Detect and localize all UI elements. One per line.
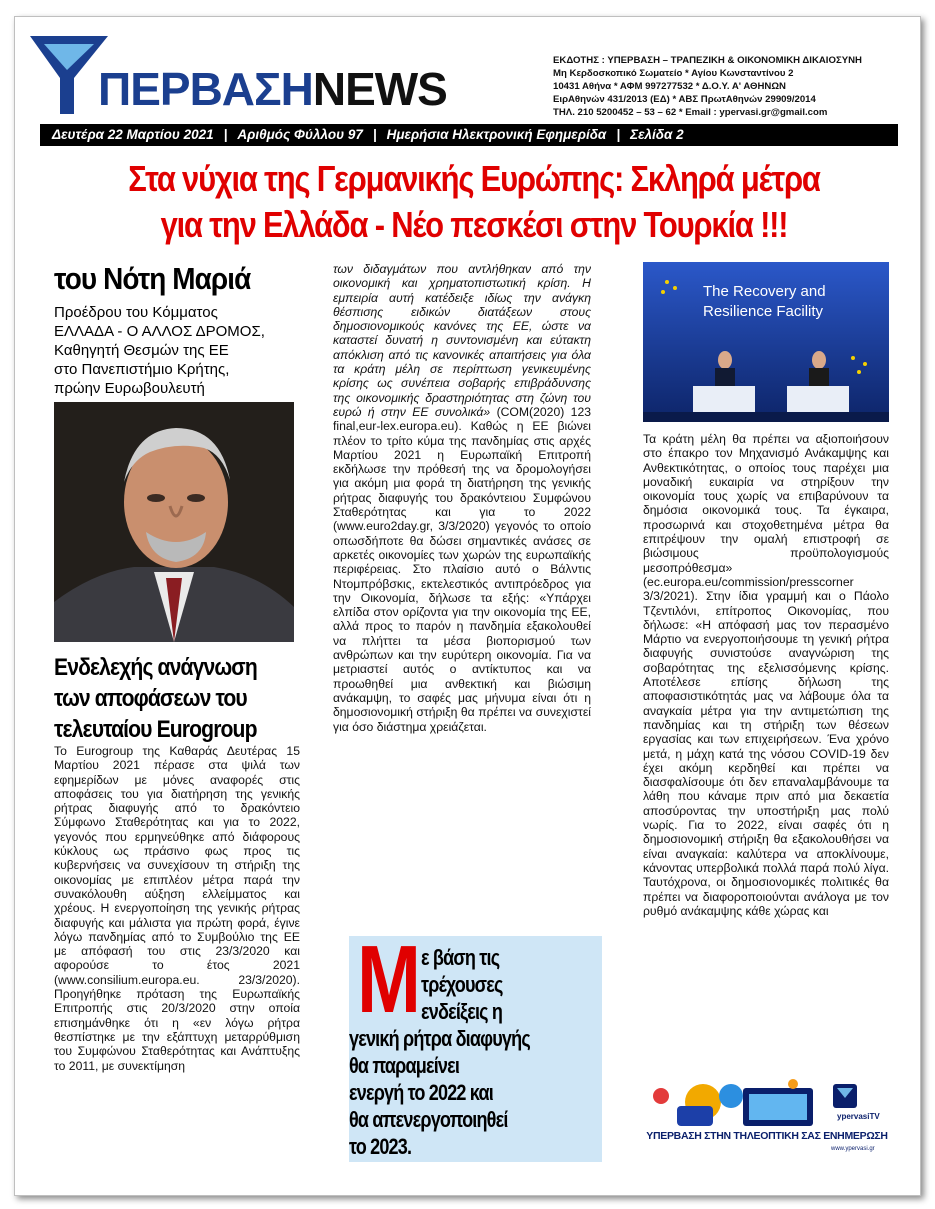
banner-tv-label: ypervasiTV (837, 1112, 880, 1121)
body-text: (COM(2020) 123 final,eur-lex.europa.eu). Καθώς η ΕΕ βιώνει πλέον το τρίτο κύμα της πανδημίας στις αρχές Μαρτίου 2021 η Ευρωπαϊκή Επιτροπή εκδήλωσε την πρόθεσή της να δρομολογήσει για ακόμη μια φορά τη διατήρηση της γενικής ρήτρας διαφυγής του δρακόντειου Συμφώνου Σταθερότητας και για το 2022 (www.euro2day.gr, 3/3/2020) γεγονός το οποίο οπωσδήποτε θα δώσει σημαντικές ανάσες σε αρκετές οικονομίες των χωρών της ευρωπαϊκής περιφέρειας. Στο πλαίσιο αυτό ο Βάλντις Ντομπρόβσκις, εκτελεστικός αντιπρόεδρος για την Οικονομία, δήλωσε τα εξής: «Υπάρχει ελπίδα στον ορίζοντα για την οικονομία της ΕΕ, αλλά προς το παρόν η πανδημία εξακολουθεί να πλήττει τα μέσα βιοπορισμού των ανθρώπων και την ευρύτερη οικονομία. Για να μετριαστεί αυτός ο αντίκτυπος και να προωθηθεί μια ανθεκτική και βιώσιμη ανάκαμψη, το σαφές μας μήνυμα είναι ότι η δημοσιονομική στήριξη θα πρέπει να συνεχιστεί για όσο διάστημα χρειάζεται. (333, 404, 591, 734)
author-portrait (54, 402, 294, 642)
issue-info-bar (40, 124, 898, 146)
article-column-1: Το Eurogroup της Καθαράς Δευτέρας 15 Μαρτίου 2021 πέρασε στα ψιλά των εφημερίδων με μόνες αναφορές στις αποφάσεις του για διατήρηση της γενικής ρήτρας διαφυγής από το δρακόντειο Σύμφωνο Σταθερότητας και για το 2022, γεγονός που ερμηνεύθηκε από διάφορους κύκλους ως πράσινο φως προς τις κυβερνήσεις να συνεχίσουν τη στήριξη της οικονομίας με επιπλέον μέτρα παρά την συνακόλουθη αύξηση ελλείμματος και χρέους. Η ενεργοποίηση της γενικής ρήτρας διαφυγής και μάλιστα για πρώτη φορά, έγινε λόγω πανδημίας από το Συμβούλιο της ΕΕ με απόφασή του στις 23/3/2020 και αφορούσε το έτος 2021 (www.consilium.europa.eu. 23/3/2020). Προηγήθηκε πρόταση της Ευρωπαϊκής Επιτροπής στις 20/3/2020 στην οποία επισημάνθηκε ότι η «εν λόγω ρήτρα θεσπίστηκε με την εξάπτυχη μεταρρύθμιση του Συμφώνου Σταθερότητας και Ανάπτυξης το 2011, με συνεκτίμηση (54, 744, 300, 1073)
separator: | (616, 127, 621, 142)
pull-quote-line: το 2023. (349, 1134, 412, 1159)
subhead-line: των αποφάσεων του (54, 685, 247, 712)
author-bio (54, 303, 304, 398)
issue-number: Αριθμός Φύλλου 97 (237, 127, 363, 142)
pull-quote-line: θα παραμείνει (349, 1053, 460, 1078)
bio-line: στο Πανεπιστήμιο Κρήτης, (54, 361, 230, 378)
headline-line-1: Στα νύχια της Γερμανικής Ευρώπης: Σκληρά μέτρα (128, 158, 820, 199)
pull-quote-line: ενδείξεις η (421, 999, 503, 1024)
bio-line: ΕΛΛΑΔΑ - Ο ΑΛΛΟΣ ΔΡΟΜΟΣ, (54, 323, 265, 340)
issue-date: Δευτέρα 22 Μαρτίου 2021 (52, 127, 214, 142)
subhead-line: Ενδελεχής ανάγνωση (54, 654, 257, 681)
pull-quote-line: θα απενεργοποιηθεί (349, 1107, 508, 1132)
subheading (54, 652, 292, 745)
bio-line: Καθηγητή Θεσμών της ΕΕ (54, 342, 229, 359)
logo-wordmark (98, 64, 447, 114)
pull-quote-line: ε βάση τις (421, 945, 500, 970)
portrait-illustration (54, 402, 294, 642)
headline-line-2: για την Ελλάδα - Νέο πεσκέσι στην Τουρκία !!! (160, 204, 788, 245)
publisher-line: ΕΚΔΟΤΗΣ : ΥΠΕΡΒΑΣΗ – ΤΡΑΠΕΖΙΚΗ & ΟΙΚΟΝΟΜΙΚΗ ΔΙΚΑΙΟΣΥΝΗ (553, 55, 862, 66)
main-headline (104, 156, 844, 248)
photo-caption-line: The Recovery and (703, 283, 826, 300)
pull-quote-line: ενεργή το 2022 και (349, 1080, 493, 1105)
pull-quote-line: γενική ρήτρα διαφυγής (349, 1026, 530, 1051)
banner-url: www.ypervasi.gr (831, 1146, 875, 1152)
publisher-line: 10431 Αθήνα * ΑΦΜ 997277532 * Δ.Ο.Υ. Α' ΑΘΗΝΩΝ (553, 81, 786, 92)
photo-caption-line: Resilience Facility (703, 303, 824, 320)
separator: | (372, 127, 377, 142)
bio-line: Προέδρου του Κόμματος (54, 304, 218, 321)
publisher-line: ΕιρΑθηνών 431/2013 (ΕΔ) * ΑΒΣ ΠρωτΑθηνών 29909/2014 (553, 94, 816, 105)
pull-quote-line: τρέχουσες (421, 972, 503, 997)
logo-news: NEWS (312, 63, 447, 115)
publisher-line: ΤΗΛ. 210 5200452 – 53 – 62 * Email : ypervasi.gr@gmail.com (553, 107, 828, 118)
page-number: Σελίδα 2 (630, 127, 684, 142)
banner-caption: ΥΠΕΡΒΑΣΗ ΣΤΗΝ ΤΗΛΕΟΠΤΙΚΗ ΣΑΣ ΕΝΗΜΕΡΩΣΗ (646, 1130, 888, 1142)
publisher-info (553, 54, 913, 119)
separator: | (223, 127, 228, 142)
author-name: του Νότη Μαριά (54, 261, 251, 296)
logo-text: ΠΕΡΒΑΣΗ (98, 63, 313, 115)
eu-press-photo (643, 262, 889, 422)
article-column-2 (333, 262, 591, 932)
article-column-3: Τα κράτη μέλη θα πρέπει να αξιοποιήσουν στο έπακρο τον Μηχανισμό Ανάκαμψης και Ανθεκτικότητας, ο οποίος τους παρέχει μια μοναδική ευκαιρία να στηρίξουν την οικονομία τους χωρίς να επιβαρύνουν τα δημόσια οικονομικά τους. Τα έγκαιρα, προσωρινά και στοχοθετημένα μέτρα θα επιτρέψουν την ομαλή επιστροφή σε βιώσιμους προϋπολογισμούς μεσοπρόθεσμα» (ec.europa.eu/commission/presscorner 3/3/2021). Στην ίδια γραμμή και ο Πάολο Τζεντιλόνι, επίτροπος Οικονομίας, που δήλωσε: «Η απόφασή μας τον περασμένο Μάρτιο να ενεργοποιήσουμε τη γενική ρήτρα διαφυγής συνιστούσε αναγνώριση της σοβαρότητας της εξελισσόμενης κρίσης. Αποτέλεσε επίσης δήλωση της αποφασιστικότητάς μας να λάβουμε όλα τα αναγκαία μέτρα για την αντιμετώπιση της πανδημίας και τη στήριξη των θέσεων εργασίας και των επιχειρήσεων. Ένα χρόνο μετά, η μάχη κατά της νόσου COVID-19 δεν έχει ακόμη κερδηθεί και πρέπει να διασφαλίσουμε ότι δεν επαναλαμβάνουμε τα λάθη που κάναμε πριν από μια δεκαετία αποσύροντας την υποστήριξη μας πολύ νωρίς. Για το 2022, είναι σαφές ότι η δημοσιονομική στήριξη θα εξακολουθήσει να είναι αναγκαία: καλύτερα να αποκλίνουμε, κάνοντας υπερβολικά πολλά παρά πολύ λίγα. Ταυτόχρονα, οι δημοσιονομικές πολιτικές θα πρέπει να διαφοροποιούνται ανάλογα με τον ρυθμό ανάκαμψης κάθε χώρας και (643, 432, 889, 918)
bio-line: πρώην Ευρωβουλευτή (54, 380, 205, 397)
publisher-line: Μη Κερδοσκοπικό Σωματείο * Αγίου Κωνσταντίνου 2 (553, 68, 794, 79)
masthead-logo (26, 30, 496, 118)
quote-text: των διδαγμάτων που αντλήθηκαν από την οικονομική και χρηματοπιστωτική κρίση. Η εμπειρία αυτή κατέδειξε ιδίως την ανάγκη θέσπισης ειδικών διατάξεων στους δημοσιονομικούς κανόνες της ΕΕ, ώστε να καταστεί δυνατή η συντονισμένη και εύτακτη απόκλιση από τις κανονικές απαιτήσεις για όλα τα κράτη μέλη σε περίπτωση γενικευμένης κρίσης ως συνέπεια σοβαρής επιβράδυνσης της οικονομικής δραστηριότητας στη ζώνη του ευρώ ή στην ΕΕ συνολικά» (333, 262, 591, 419)
drop-cap: Μ (357, 926, 421, 1033)
issue-type: Ημερήσια Ηλεκτρονική Εφημερίδα (386, 127, 607, 142)
subhead-line: τελευταίου Eurogroup (54, 716, 257, 743)
tv-banner[interactable] (643, 1076, 891, 1158)
pull-quote (349, 926, 602, 1162)
press-conference-illustration (643, 262, 889, 422)
